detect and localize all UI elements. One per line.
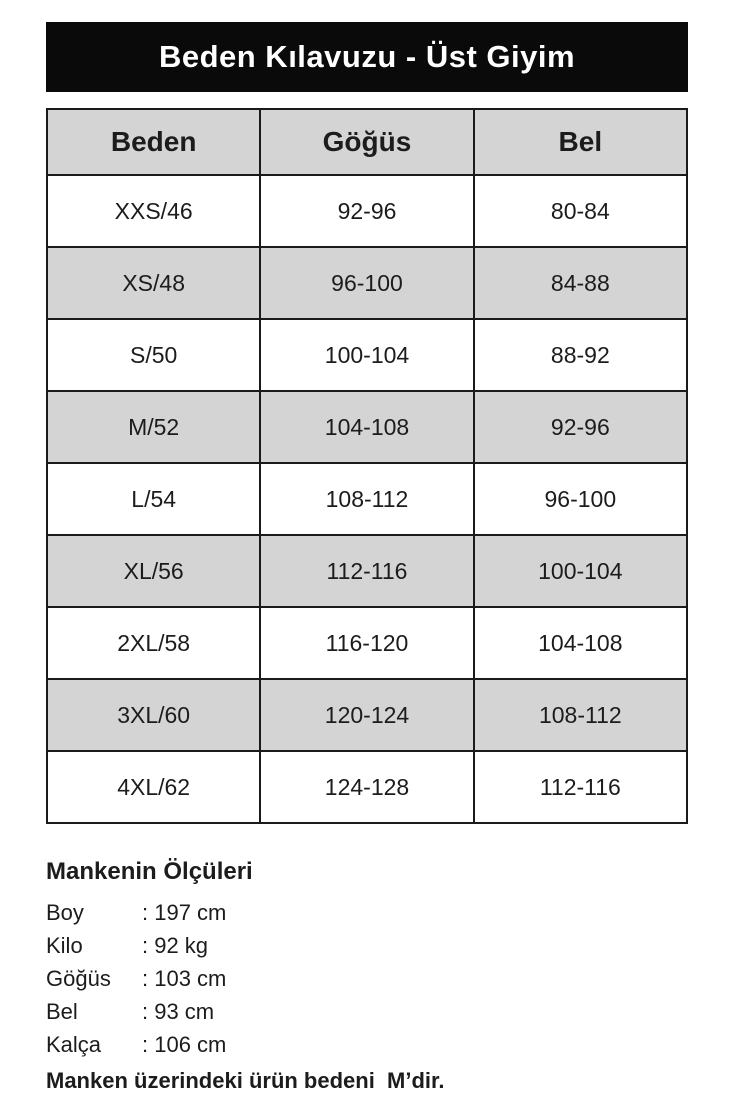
measurement-value: : 93 cm xyxy=(142,999,215,1024)
table-row xyxy=(47,247,687,319)
waist-cell: 84-88 xyxy=(474,247,687,319)
waist-cell: 108-112 xyxy=(474,679,687,751)
measurement-row-weight xyxy=(46,929,688,962)
page-title: Beden Kılavuzu - Üst Giyim xyxy=(158,39,576,74)
measurement-row-height xyxy=(46,896,688,929)
measurement-value: : 106 cm xyxy=(142,1032,227,1057)
chest-cell: 124-128 xyxy=(260,751,473,823)
chest-cell: 116-120 xyxy=(260,607,473,679)
chest-cell: 104-108 xyxy=(260,391,473,463)
chest-cell: 120-124 xyxy=(260,679,473,751)
chest-cell: 100-104 xyxy=(260,319,473,391)
measurement-label: Kilo xyxy=(46,933,83,958)
size-cell: XL/56 xyxy=(47,535,260,607)
measurement-label: Boy xyxy=(46,900,84,925)
table-header-row xyxy=(47,109,687,175)
waist-cell: 100-104 xyxy=(474,535,687,607)
table-row xyxy=(47,463,687,535)
waist-cell: 104-108 xyxy=(474,607,687,679)
measurements-heading: Mankenin Ölçüleri xyxy=(46,858,253,885)
size-cell: M/52 xyxy=(47,391,260,463)
measurement-value: : 92 kg xyxy=(142,933,209,958)
measurement-label: Göğüs xyxy=(46,966,111,991)
table-row xyxy=(47,175,687,247)
measurement-row-waist xyxy=(46,995,688,1028)
size-table xyxy=(46,108,688,824)
table-row xyxy=(47,535,687,607)
column-header-chest: Göğüs xyxy=(260,109,473,175)
measurement-value: : 197 cm xyxy=(142,900,227,925)
chest-cell: 112-116 xyxy=(260,535,473,607)
size-cell: XS/48 xyxy=(47,247,260,319)
table-row xyxy=(47,751,687,823)
waist-cell: 96-100 xyxy=(474,463,687,535)
waist-cell: 92-96 xyxy=(474,391,687,463)
waist-cell: 80-84 xyxy=(474,175,687,247)
table-row xyxy=(47,391,687,463)
chest-cell: 92-96 xyxy=(260,175,473,247)
size-cell: 3XL/60 xyxy=(47,679,260,751)
table-row xyxy=(47,319,687,391)
size-cell: 4XL/62 xyxy=(47,751,260,823)
chest-cell: 96-100 xyxy=(260,247,473,319)
table-row xyxy=(47,607,687,679)
waist-cell: 88-92 xyxy=(474,319,687,391)
measurement-label: Bel xyxy=(46,999,78,1024)
size-cell: XXS/46 xyxy=(47,175,260,247)
size-cell: S/50 xyxy=(47,319,260,391)
table-row xyxy=(47,679,687,751)
measurement-label: Kalça xyxy=(46,1032,102,1057)
measurement-row-hip xyxy=(46,1028,688,1061)
column-header-size: Beden xyxy=(47,109,260,175)
measurement-value: : 103 cm xyxy=(142,966,227,991)
waist-cell: 112-116 xyxy=(474,751,687,823)
model-size-note: Manken üzerindeki ürün bedeni M’dir. xyxy=(46,1068,445,1093)
chest-cell: 108-112 xyxy=(260,463,473,535)
measurement-row-chest xyxy=(46,962,688,995)
model-measurements-section xyxy=(46,858,688,1097)
column-header-waist: Bel xyxy=(474,109,687,175)
title-bar xyxy=(46,22,688,92)
size-cell: L/54 xyxy=(47,463,260,535)
size-cell: 2XL/58 xyxy=(47,607,260,679)
